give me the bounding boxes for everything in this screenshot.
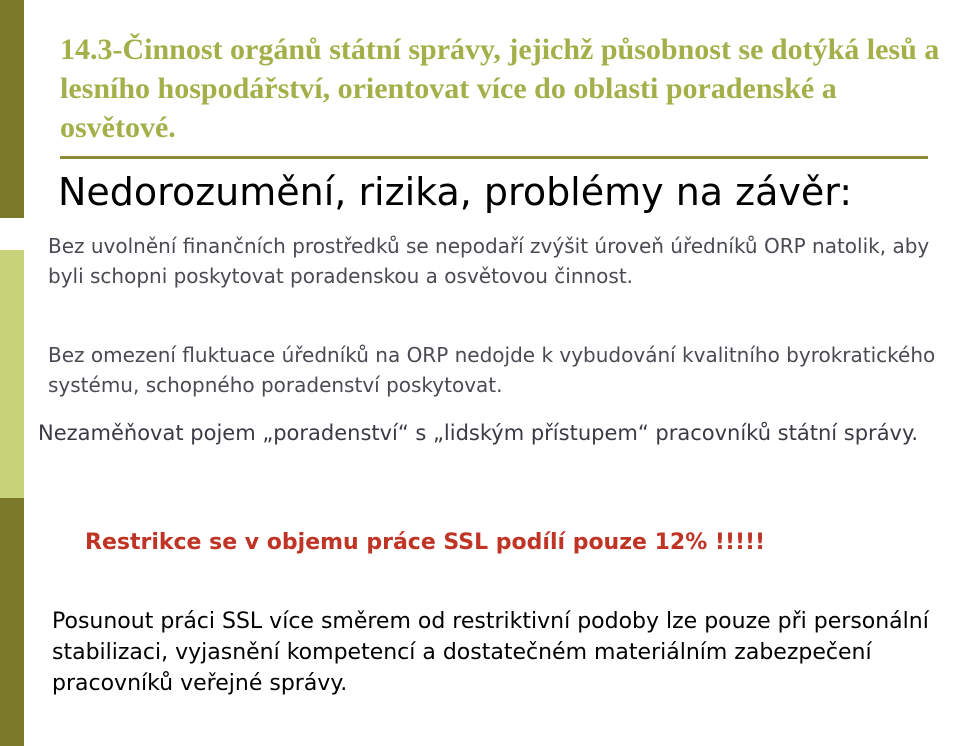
- paragraph-fluctuation: Bez omezení fluktuace úředníků na ORP nedojde k vybudování kvalitního byrokratického systému, schopného poradenství poskytovat.: [48, 343, 936, 397]
- side-bar-bottom: [0, 498, 24, 746]
- side-bar-top: [0, 0, 24, 218]
- paragraph-advisory-vs-approach: Nezaměňovat pojem „poradenství“ s „lidským přístupem“ pracovníků státní správy.: [38, 421, 919, 445]
- slide-title: 14.3-Činnost orgánů státní správy, jejichž působnost se dotýká lesů a lesního hospodářství, orientovat více do oblasti poradenské a osvětové.: [60, 33, 940, 144]
- highlight-restriction: Restrikce se v objemu práce SSL podílí pouze 12% !!!!!: [85, 530, 766, 555]
- paragraph-conclusion: Posunout práci SSL více směrem od restriktivní podoby lze pouze při personální stabilizaci, vyjasnění kompetencí a dostatečném materiálním zabezpečení pracovníků veřejné správy.: [52, 609, 929, 696]
- title-divider: [60, 156, 928, 159]
- paragraph-funding: Bez uvolnění finančních prostředků se nepodaří zvýšit úroveň úředníků ORP natolik, aby byli schopni poskytovat poradenskou a osvětovou činnost.: [48, 234, 930, 288]
- side-bar-gap: [0, 218, 24, 250]
- slide-subtitle: Nedorozumění, rizika, problémy na závěr:: [58, 170, 853, 214]
- side-bar-middle: [0, 250, 24, 498]
